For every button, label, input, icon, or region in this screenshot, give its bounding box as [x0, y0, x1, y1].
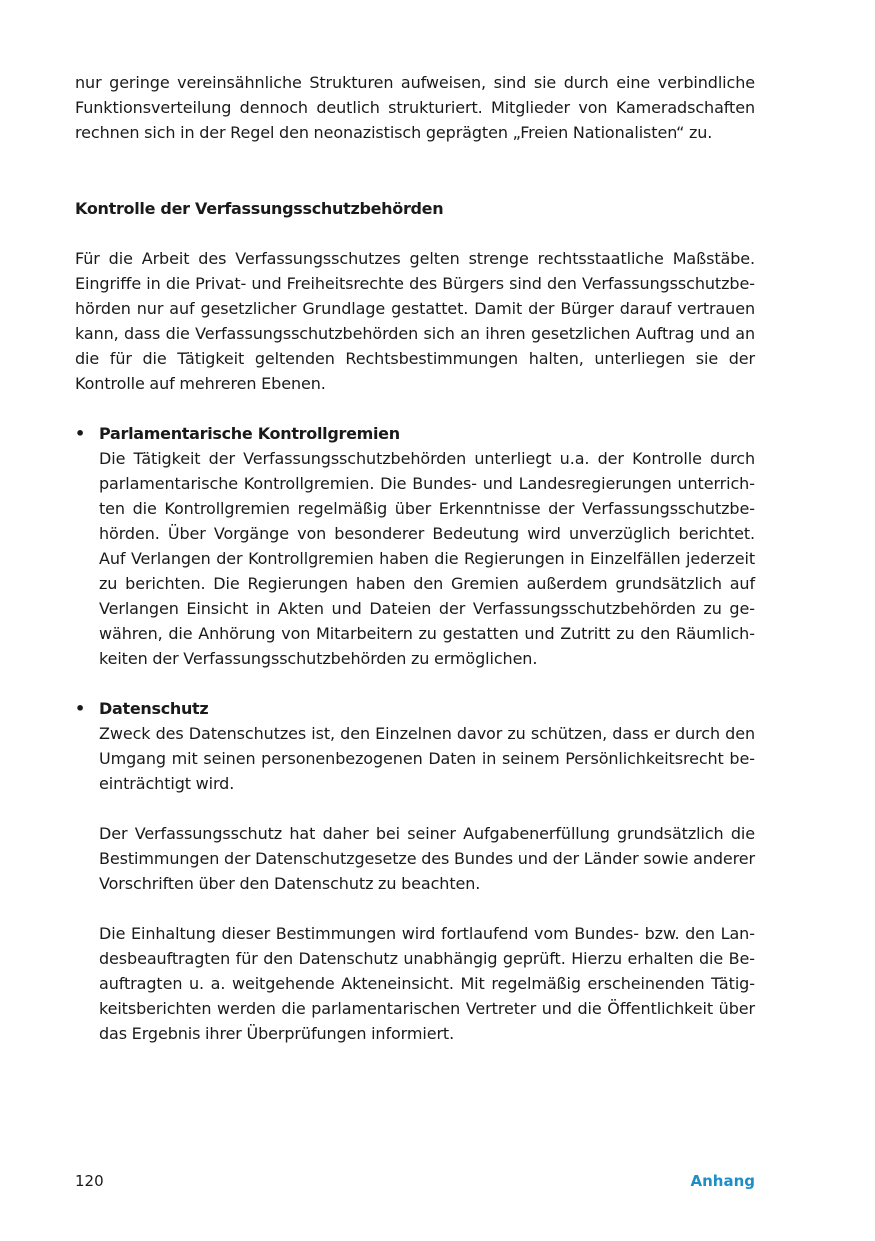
bullet-title: Datenschutz — [99, 699, 209, 718]
section-label: Anhang — [690, 1172, 755, 1190]
bullet-item-datenschutz — [75, 696, 755, 1046]
intro-paragraph: nur geringe vereinsähnliche Strukturen aufweisen, sind sie durch eine verbindliche Funktionsverteilung dennoch deutlich strukturiert. Mitglieder von Kameradschaften rechnen sich in der Regel den neonazistisch geprägten „Freien Nationalisten“ zu. — [75, 73, 755, 142]
page-body — [75, 70, 755, 1046]
bullet-paragraph: Die Tätigkeit der Verfassungsschutzbehörden unterliegt u.a. der Kontrolle durch parlamentarische Kontrollgremien. Die Bundes- und Landesregierungen unterrichten die Kontrollgremien regelmäßig über Erkenntnisse der Verfassungsschutzbehörden. Über Vorgänge von besonderer Bedeutung wird unverzüglich berichtet. Auf Verlangen der Kontrollgremien haben die Regierungen in Einzelfällen jederzeit zu berichten. Die Regierungen haben den Gremien außerdem grundsätzlich auf Verlangen Einsicht in Akten und Dateien der Verfassungsschutzbehörden zu gewähren, die Anhörung von Mitarbeitern zu gestatten und Zutritt zu den Räumlichkeiten der Verfassungsschutzbehörden zu ermöglichen. — [99, 449, 755, 668]
bullet-paragraph: Die Einhaltung dieser Bestimmungen wird fortlaufend vom Bundes- bzw. den Landesbeauftragten für den Datenschutz unabhängig geprüft. Hierzu erhalten die Beauftragten u. a. weitgehende Akteneinsicht. Mit regelmäßig erscheinenden Tätigkeitsberichten werden die parlamentarischen Vertreter und die Öffentlichkeit über das Ergebnis ihrer Überprüfungen informiert. — [99, 924, 755, 1043]
bullet-title: Parlamentarische Kontrollgremien — [99, 424, 400, 443]
bullet-paragraph: Zweck des Datenschutzes ist, den Einzelnen davor zu schützen, dass er durch den Umgang mit seinen personenbezogenen Daten in seinem Persönlichkeitsrecht beeinträchtigt wird. — [99, 724, 755, 793]
bullet-marker: • — [75, 424, 86, 443]
bullet-item-kontrollgremien — [75, 421, 755, 671]
bullet-marker: • — [75, 699, 86, 718]
section-heading: Kontrolle der Verfassungsschutzbehörden — [75, 199, 444, 218]
page-number: 120 — [75, 1172, 104, 1190]
section-lead-paragraph: Für die Arbeit des Verfassungsschutzes gelten strenge rechtsstaatliche Maßstäbe. Eingriffe in die Privat- und Freiheitsrechte des Bürgers sind den Verfassungsschutzbehörden nur auf gesetzlicher Grundlage gestattet. Damit der Bürger darauf vertrauen kann, dass die Verfassungsschutzbehörden sich an ihren gesetzlichen Auftrag und an die für die Tätigkeit geltenden Rechtsbestimmungen halten, unterliegen sie der Kontrolle auf mehreren Ebenen. — [75, 249, 755, 393]
bullet-paragraph: Der Verfassungsschutz hat daher bei seiner Aufgabenerfüllung grundsätzlich die Bestimmungen der Datenschutzgesetze des Bundes und der Länder sowie anderer Vorschriften über den Datenschutz zu beachten. — [99, 824, 755, 893]
